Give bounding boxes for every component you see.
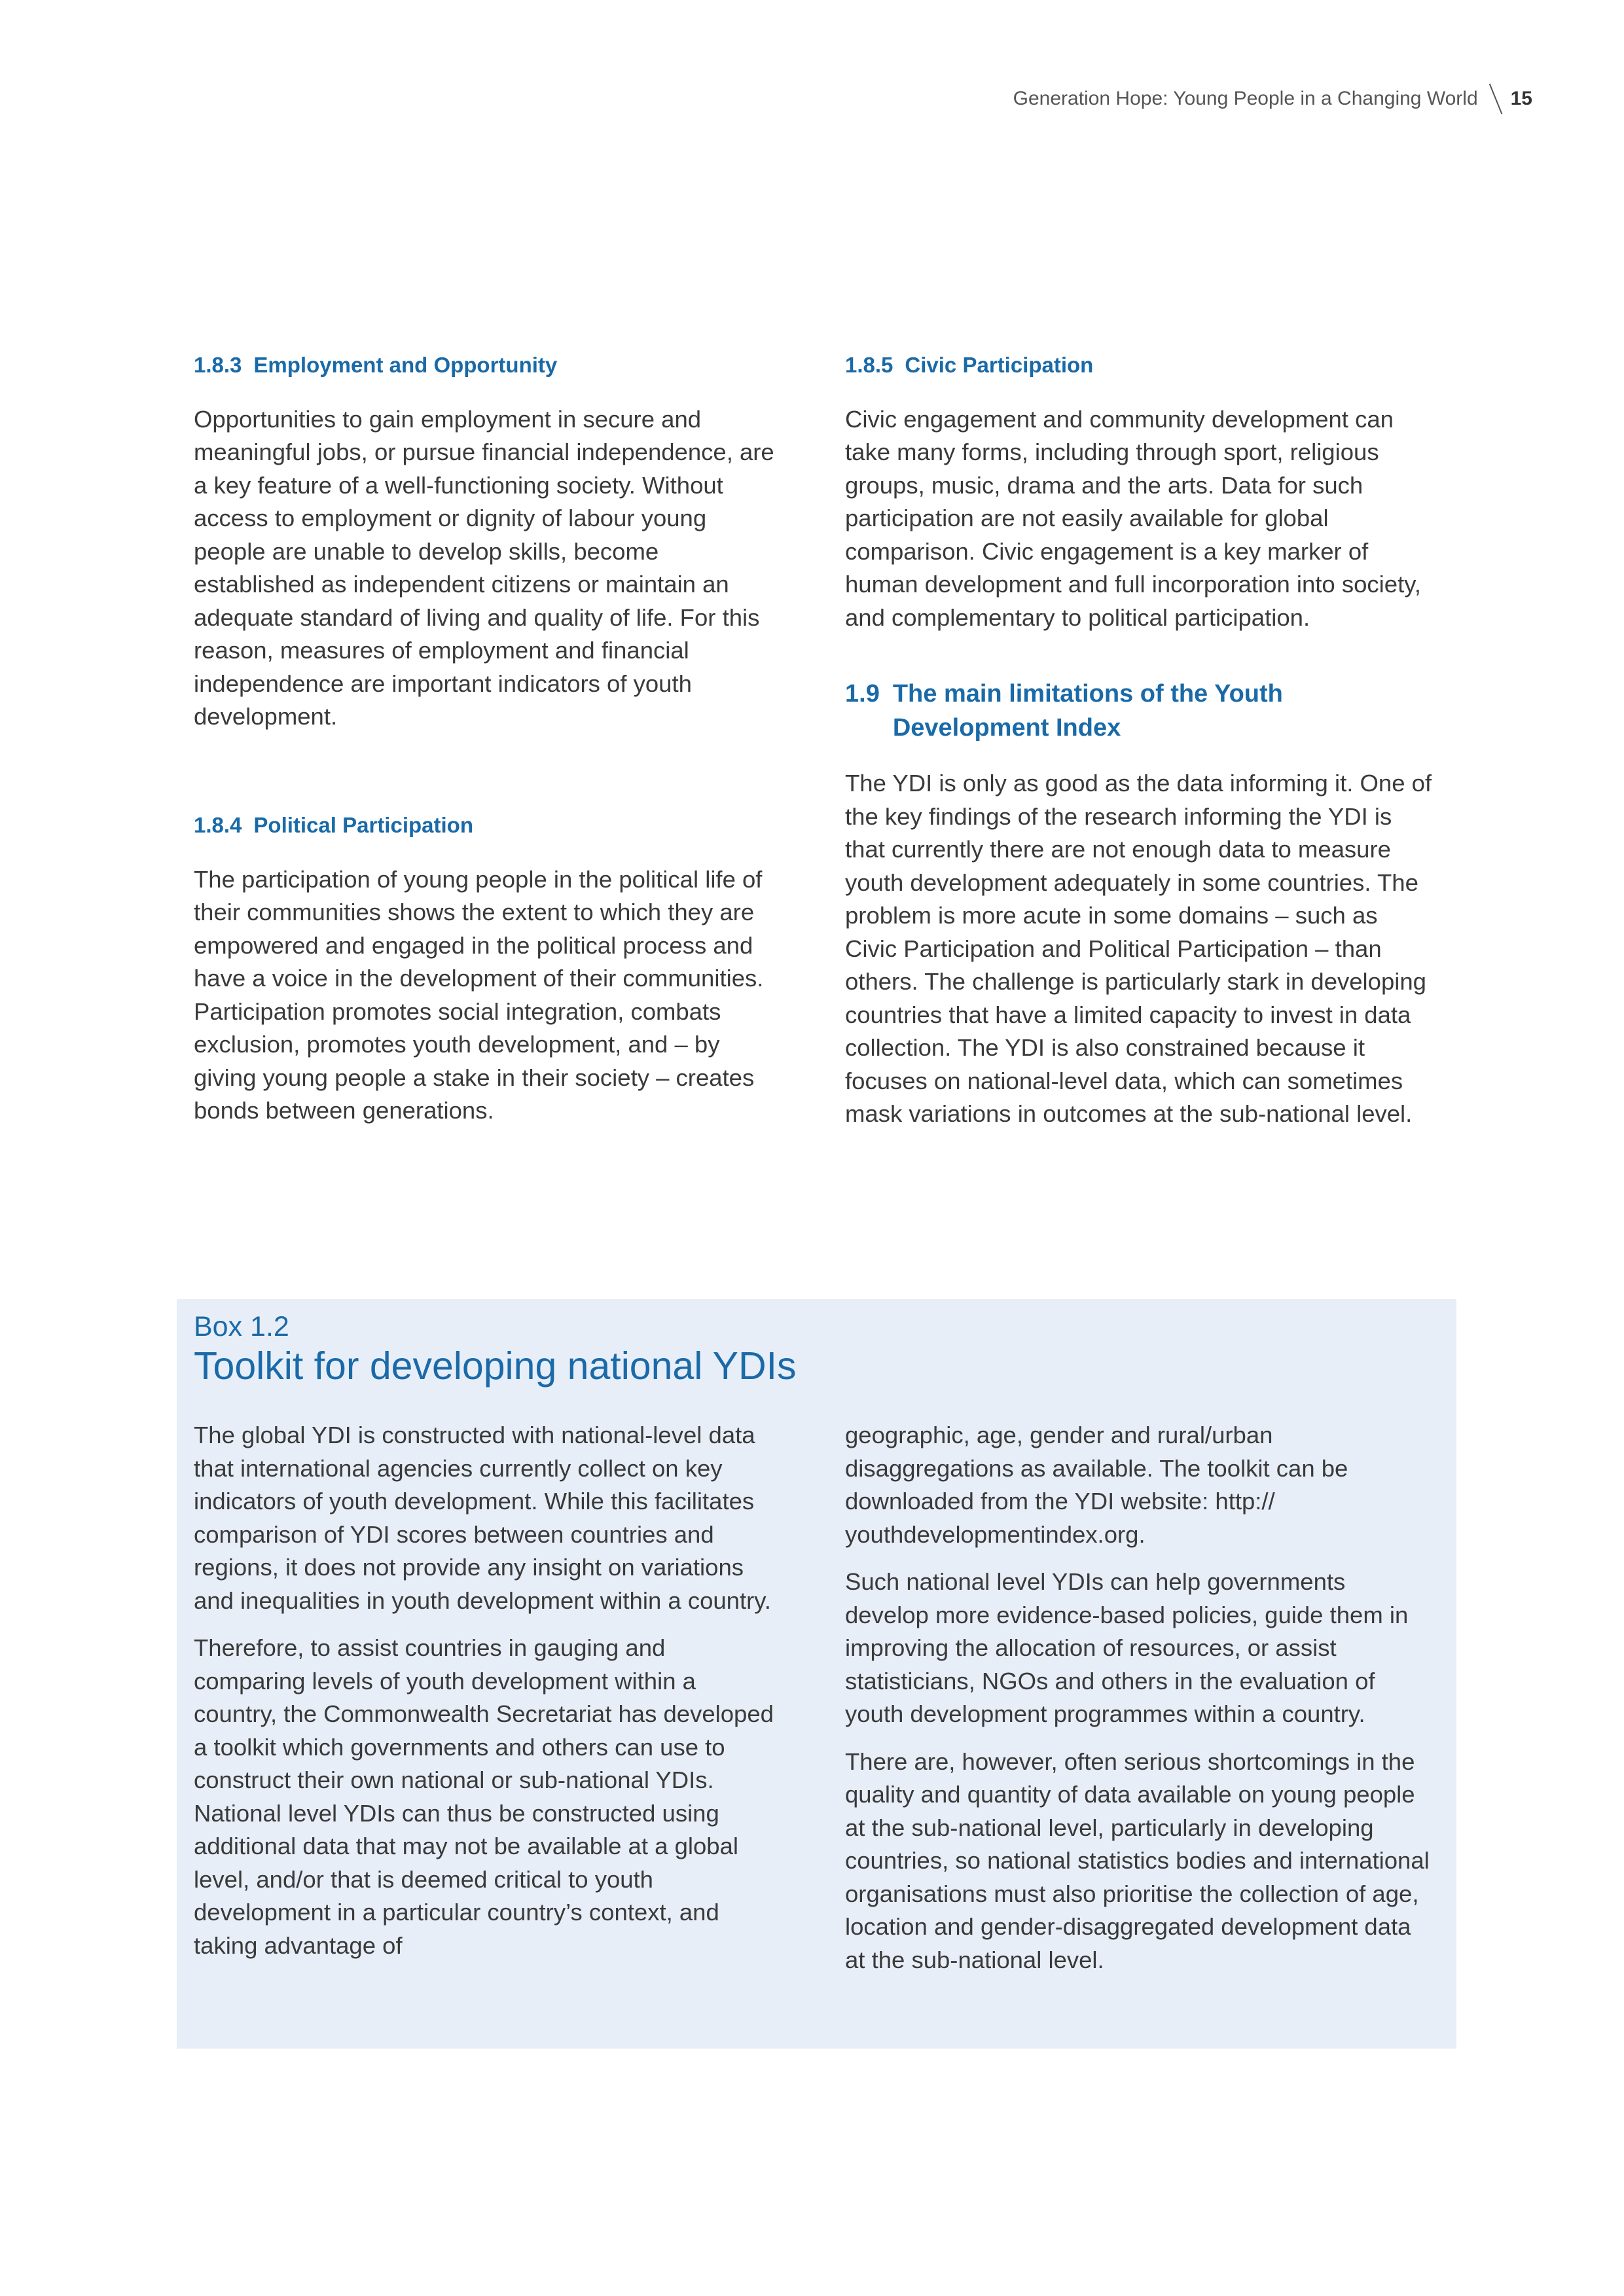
section-heading [845,352,1434,378]
section-body: Civic engagement and community development can take many forms, including through sport, religious groups, music, drama and the arts. Data for such participation are not easily available for global comparison. Civic engagement is a key marker of human development and full incorporation into society, and complementary to political participation. [845,405,1421,631]
section-1-8-4 [194,812,783,1128]
section-title: Political Participation [253,813,473,837]
box-1-2 [177,1299,1456,2049]
section-number: 1.8.3 [194,353,242,377]
section-title: Employment and Opportunity [253,353,558,377]
section-heading [845,677,1434,745]
running-header [1013,82,1532,115]
section-body: Opportunities to gain employment in secure and meaningful jobs, or pursue financial independence, are a key feature of a well-functioning society. Without access to employment or dignity of labour young people are unable to develop skills, become established as independent citizens or maintain an adequate standard of living and quality of life. For this reason, measures of employment and financial independence are important indicators of youth development. [194,405,774,730]
section-1-8-5 [845,352,1434,634]
section-title: The main limitations of the Youth Development Index [892,680,1283,742]
box-paragraph: There are, however, often serious shortcomings in the quality and quantity of data available on young people at the sub-national level, particularly in developing countries, so national statistics bodies and international organisations must also prioritise the collection of age, location and gender-disaggregated development data at the sub-national level. [845,1748,1430,1973]
section-title: Civic Participation [905,353,1094,377]
box-label: Box 1.2 [194,1311,289,1342]
box-paragraph: Therefore, to assist countries in gauging and comparing levels of youth development within a country, the Commonwealth Secretariat has developed a toolkit which governments and others can use to construct their own national or sub-national YDIs. National level YDIs can thus be constructed using additional data that may not be available at a global level, and/or that is deemed critical to youth development in a particular country’s context, and taking advantage of [194,1634,774,1959]
box-paragraph: Such national level YDIs can help governments develop more evidence-based policies, guide them in improving the allocation of resources, or assist statisticians, NGOs and others in the evaluation of youth development programmes within a country. [845,1568,1409,1727]
box-right-column [845,1419,1434,1991]
section-number: 1.8.5 [845,353,893,377]
box-paragraph: The global YDI is constructed with national-level data that international agencies currently collect on key indicators of youth development. While this facilitates comparison of YDI scores between countries and regions, it does not provide any insight on variations and inequalities in youth development within a country. [194,1422,771,1614]
section-body: The participation of young people in the political life of their communities shows the extent to which they are empowered and engaged in the political process and have a voice in the development of their communities. Participation promotes social integration, combats exclusion, promotes youth development, and – by giving young people a stake in their society – creates bonds between generations. [194,865,764,1124]
publication-title: Generation Hope: Young People in a Changing World [1013,88,1478,109]
section-number: 1.8.4 [194,813,242,837]
section-heading [194,352,783,378]
box-title: Toolkit for developing national YDIs [194,1344,797,1388]
section-body: The YDI is only as good as the data informing it. One of the key findings of the research informing the YDI is that currently there are not enough data to measure youth development adequately in some countries. The problem is more acute in some domains – such as Civic Participation and Political Participation – than others. The challenge is particularly stark in developing countries that have a limited capacity to invest in data collection. The YDI is also constrained because it focuses on national-level data, which can sometimes mask variations in outcomes at the sub-national level. [845,770,1432,1128]
header-separator [1489,83,1502,114]
section-heading [194,812,783,838]
section-1-9 [845,677,1434,1131]
section-1-8-3 [194,352,783,734]
box-left-column [194,1419,783,1977]
page-number: 15 [1510,88,1532,109]
box-paragraph: geographic, age, gender and rural/urban disaggregations as available. The toolkit can be downloaded from the YDI website: http:// youthdevelopmentindex.org. [845,1422,1348,1548]
section-number: 1.9 [845,680,880,708]
